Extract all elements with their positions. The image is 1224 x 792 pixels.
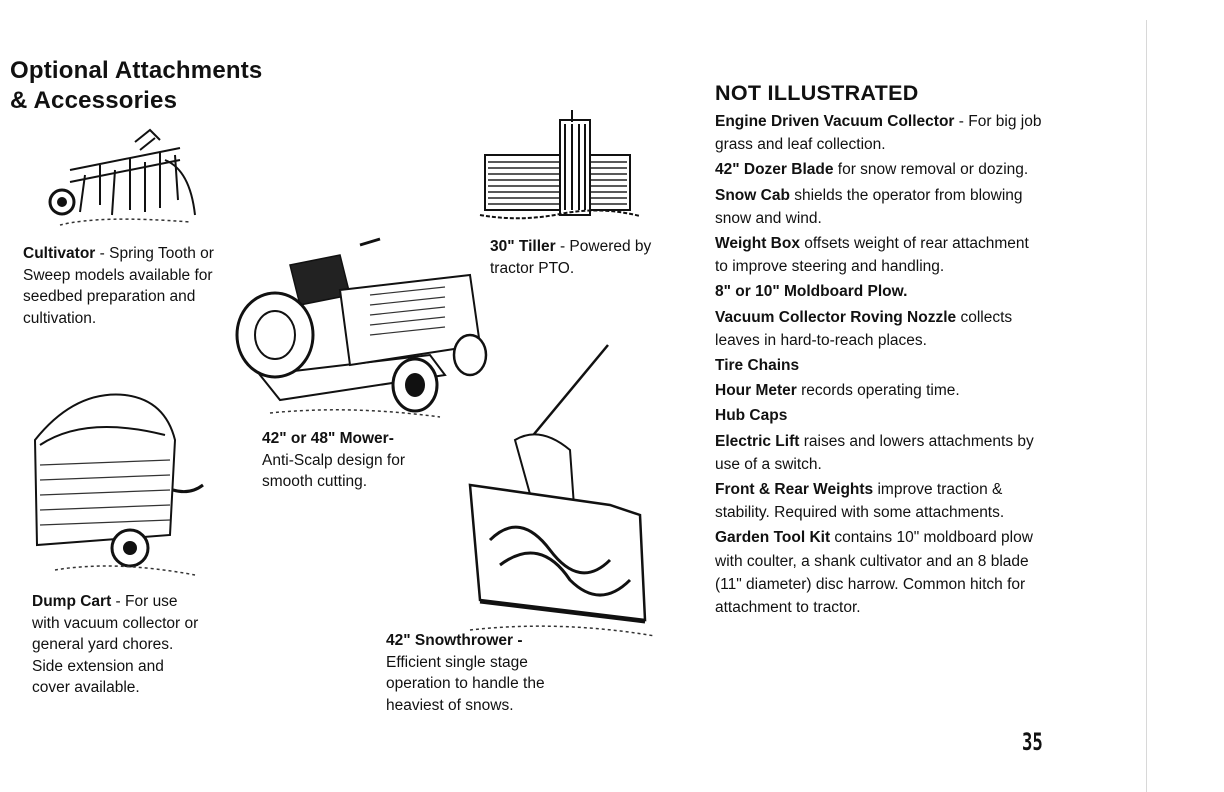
item-text: offsets weight of rear attachment to improve steering and handling.	[715, 235, 1029, 276]
list-item	[715, 379, 1045, 402]
page-title-line2: & Accessories	[10, 87, 178, 114]
mower-caption: 42" or 48" Mower- Anti-Scalp design for smooth cutting.	[262, 428, 442, 493]
item-text: improve traction & stability. Required with some attachments.	[715, 481, 1005, 522]
item-text: - For big job grass and leaf collection.	[715, 113, 1042, 154]
not-illustrated-section	[715, 81, 1045, 621]
tiller-caption	[490, 236, 680, 279]
dump-cart-name: Dump Cart	[32, 593, 112, 610]
item-name: Front & Rear Weights	[715, 481, 874, 499]
list-item	[715, 526, 1045, 619]
mower-text: Anti-Scalp design for smooth cutting.	[262, 451, 406, 490]
dump-cart-illustration	[25, 380, 215, 580]
list-item	[715, 158, 1045, 181]
list-item	[715, 430, 1045, 476]
item-text: contains 10" moldboard plow with coulter, a shank cultivator and an 8 blade (11" diameter) disc harrow. Common hitch for attachment to tractor.	[715, 529, 1033, 617]
list-item	[715, 232, 1045, 278]
item-text: shields the operator from blowing snow and wind.	[715, 186, 1023, 227]
list-item	[715, 306, 1045, 352]
snowthrower-illustration	[460, 340, 660, 640]
item-name: Electric Lift	[715, 432, 800, 450]
dump-cart-text: - For use with vacuum collector or general yard chores. Side extension and cover available.	[32, 593, 199, 696]
item-name: Snow Cab	[715, 186, 790, 204]
mower-name: 42" or 48" Mower	[262, 430, 389, 447]
dump-cart-caption	[32, 591, 202, 699]
list-item	[715, 110, 1045, 156]
page-title-line1: Optional Attachments	[10, 57, 263, 84]
tiller-name: 30" Tiller	[490, 238, 556, 255]
item-name: 42" Dozer Blade	[715, 161, 834, 179]
list-item	[715, 280, 1045, 303]
list-item	[715, 478, 1045, 524]
snowthrower-text: Efficient single stage operation to handle the heaviest of snows.	[386, 653, 545, 714]
cultivator-caption	[23, 243, 235, 329]
snowthrower-caption	[386, 630, 596, 716]
item-name: Tire Chains	[715, 357, 800, 375]
item-name: Hub Caps	[715, 407, 788, 425]
list-item	[715, 354, 1045, 377]
item-text: records operating time.	[796, 382, 960, 400]
item-name: Garden Tool Kit	[715, 529, 831, 547]
item-name: Weight Box	[715, 235, 800, 253]
tiller-illustration	[480, 110, 640, 230]
page-title	[10, 56, 262, 116]
tiller-text: - Powered by tractor PTO.	[490, 238, 652, 277]
page-edge-divider	[1146, 20, 1147, 792]
page-number: 35	[1022, 728, 1043, 756]
tractor-mower-illustration	[230, 225, 495, 425]
snowthrower-name: 42" Snowthrower -	[386, 632, 523, 649]
item-name: Engine Driven Vacuum Collector	[715, 113, 955, 130]
not-illustrated-heading: NOT ILLUSTRATED	[715, 81, 919, 105]
item-text: raises and lowers attachments by use of a switch.	[715, 432, 1034, 473]
cultivator-text: - Spring Tooth or Sweep models available for seedbed preparation and cultivation.	[23, 245, 214, 327]
cultivator-name: Cultivator	[23, 245, 96, 262]
item-text: collects leaves in hard-to-reach places.	[715, 308, 1013, 349]
list-item	[715, 184, 1045, 230]
cultivator-illustration	[40, 130, 200, 230]
item-name: 8" or 10" Moldboard Plow.	[715, 283, 908, 301]
list-item	[715, 404, 1045, 427]
item-name: Hour Meter	[715, 382, 797, 400]
item-name: Vacuum Collector Roving Nozzle	[715, 308, 957, 326]
item-text: for snow removal or dozing.	[833, 161, 1029, 179]
